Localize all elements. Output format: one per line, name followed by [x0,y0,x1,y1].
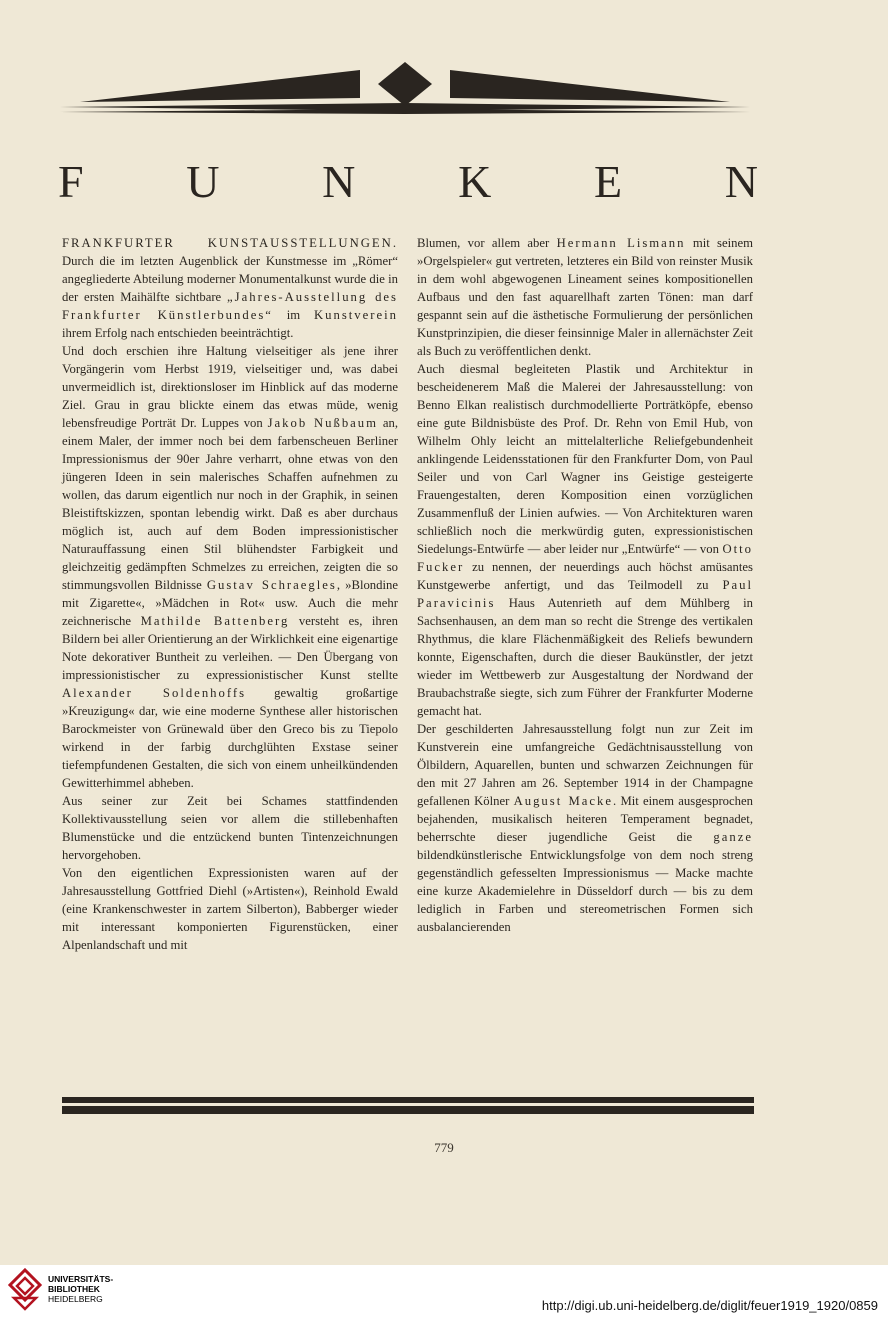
title-letter: N [322,155,356,207]
paragraph [417,234,753,360]
text: Haus Autenrieth auf dem Mühlberg in Sachsenhausen, an dem man so recht die Strenge des vertikalen Rhythmus, die klare Flächenmäßigkeit des Reliefs bewundern konnte, Eigenschaften, durch die dieser Baukünstler, der jetzt wieder im Wettbewerb zur Ausgestaltung der Nordwand der Braubachstraße siegte, sich zum Führer der Frankfurter Moderne gemacht hat. [417,596,753,718]
text-spaced: Jakob Nußbaum [267,416,379,430]
text: Und doch erschien ihre Haltung vielseitiger als jene ihrer Vorgängerin vom Herbst 1919, vielseitiger und, was dabei unvermeidlich ist, direktionsloser im Hinblick auf das moderne Ziel. Grau in grau blickte einem das etwas müde, wenig lebensfreudige Porträt Dr. Luppes von [62,344,398,430]
text: versteht es, ihren Bildern bei aller Orientierung an der Wirklichkeit eine eigenartige Note dekorativer Buntheit zu verleihen. — Den Übergang von impressionistischer zu expressionistischer Kunst stellte [62,614,398,682]
paragraph: Aus seiner zur Zeit bei Schames stattfindenden Kollektivausstellung seien vor allem die stillebenhaften Blumenstücke und die entzückend bunten Tintenzeichnungen hervorgehoben. [62,794,398,862]
text-spaced: Otto Fucker [417,542,753,574]
title-letter: N [724,155,758,207]
text: , »Blondine mit Zigarette«, »Mädchen in Rot« usw. Auch die mehr zeichnerische [62,578,398,628]
paragraph: Von den eigentlichen Expressionisten waren auf der Jahresausstellung Gottfried Diehl (»Artisten«), Reinhold Ewald (eine Krankenschwester in zartem Silberton), Babberger wieder mit interessant komponierten Figurenstücken, einer Alpenlandschaft und mit [62,866,398,952]
left-column [62,234,398,954]
text: bildendkünstlerische Entwicklungsfolge von dem noch streng gegenständlich gefesselten Impressionismus — Macke machte eine kurze Akademielehre in Düsseldorf durch — bis zu dem lediglich in Farben und stereometrischen Formen sich ausbalancierenden [417,848,753,934]
bottom-rule [62,1097,754,1103]
text-spaced: Gustav Schraegles [206,578,337,592]
library-line: UNIVERSITÄTS- [48,1274,114,1284]
text: Der geschilderten Jahresausstellung folgt nun zur Zeit im Kunstverein eine umfangreiche Gedächtnisausstellung von Ölbildern, Aquarellen, bunten und schwarzen Zeichnungen für den mit 27 Jahren am 26. September 1914 in der Champagne gefallenen Kölner [417,722,753,808]
text-spaced: Alexander Soldenhoffs [62,686,247,700]
text: Auch diesmal begleiteten Plastik und Architektur in bescheidenerem Maß die Malerei der Jahresausstellung: von Benno Elkan realistisch durchmodellierte Porträtköpfe, ebenso eine gute Bildnisbüste des Prof. Dr. Rehn von Emil Hub, von Wilhelm Ohly leicht an mittelalterliche Reliefgebundenheit anklingende Leidensstationen für den Frankfurter Dom, von Paul Seiler und von Carl Wagner ins Geistige gesteigerte Frauengestalten, deren Komposition einen vorzüglichen Zusammenfluß der Linien aufwies. — Von Architekturen waren schließlich noch die merkwürdig guten, expressionistischen Siedelungs-Entwürfe — aber leider nur „Entwürfe“ — von [417,362,753,556]
text: mit seinem »Orgelspieler« gut vertreten, letzteres ein Bild von reinster Musik in dem wohl abgewogenen Lineament seines kompositionellen Aufbaus und den fast aquarellhaft zarten Tönen: man darf gespannt sein auf die ästhetische Formulierung der persönlichen Kunstprinzipien, die dieser feinsinnige Maler in allernächster Zeit als Buch zu veröffentlichen denkt. [417,236,753,358]
paragraph [417,720,753,936]
text-spaced: Paul Paravicinis [417,578,753,610]
source-url[interactable]: http://digi.ub.uni-heidelberg.de/diglit/feuer1919_1920/0859 [541,1298,878,1313]
library-logo-icon [8,1268,42,1312]
footer-bar [0,1265,888,1322]
paragraph [417,360,753,720]
text-spaced: Hermann Lismann [556,236,686,250]
paragraph [62,234,398,342]
text-spaced: ganze [713,830,753,844]
text: Durch die im letzten Augenblick der Kunstmesse im „Römer“ angegliederte Abteilung moderner Monumentalkunst wurde die in der ersten Maihälfte sichtbare [62,254,398,304]
library-name [48,1274,113,1304]
ornament-icon [60,58,750,118]
text: zu nennen, der neuerdings auch höchst amüsantes Kunstgewerbe anfertigt, und das Teilmodell zu [417,560,753,592]
text: . Mit einem ausgesprochen bejahenden, musikalisch heiteren Temperament begnadet, beherrschte dieser jugendliche Geist die [417,794,753,844]
title-letter: E [593,155,623,207]
page-number: 779 [434,1140,454,1155]
text: ihrem Erfolg nach entschieden beeinträchtigt. [62,326,294,340]
library-line: BIBLIOTHEK [48,1284,100,1294]
text-spaced: Mathilde Battenberg [140,614,290,628]
text: im [272,308,314,322]
text-spaced: Kunstverein [313,308,398,322]
title-letter: F [58,155,84,207]
title-letter: K [458,155,492,207]
title-letter: U [186,155,220,207]
library-line: HEIDELBERG [48,1294,103,1304]
text-spaced: August Macke [513,794,614,808]
text: gewaltig großartige »Kreuzigung« dar, wie eine moderne Synthese aller historischen Barockmeister von Grünewald über den Greco bis zu Tiepolo wirkend in der farbig durchglühten Exstase seiner tiefempfundenen Gestalten, die sich von einem unheilkündenden Gewitterhimmel abheben. [62,686,398,790]
section-heading: FRANKFURTER KUNSTAUSSTELLUNGEN. [62,236,398,250]
text-spaced: „Jahres-Ausstellung des Frankfurter Künstlerbundes“ [62,290,398,322]
bottom-rule [62,1106,754,1114]
text: Blumen, vor allem aber [417,236,557,250]
paragraph [62,342,398,792]
right-column [417,234,753,936]
page-title [58,156,758,206]
text: an, einem Maler, der immer noch bei dem farbenscheuen Berliner Impressionismus der 90er Jahre verharrt, ohne etwas von den jüngeren Ideen in sein malerisches Schaffen aufnehmen zu wollen, das darum eigentlich nur noch in der Graphik, in seinen Bleistiftskizzen, spontan lebendig wirkt. Daß es aber durchaus möglich ist, auch auf dem Boden impressionistischer Naturauffassung einen Stil blühendster Farbigkeit und gleichzeitig gedämpften Schmelzes zu erreichen, zeigten die so stimmungsvollen Bildnisse [62,416,398,592]
